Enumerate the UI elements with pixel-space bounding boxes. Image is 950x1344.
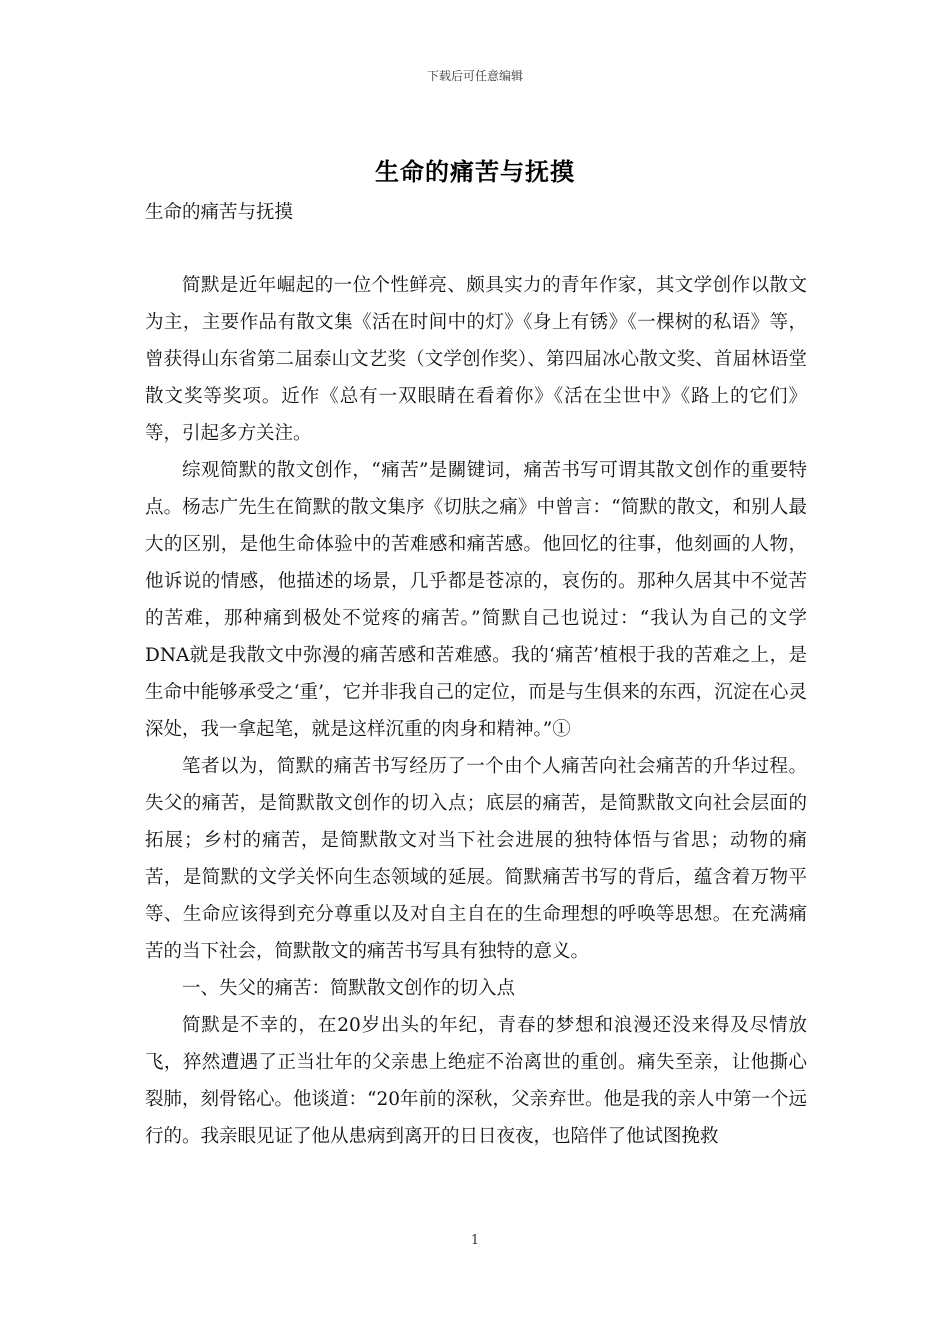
header-note: 下载后可任意编辑 xyxy=(426,69,523,83)
section-heading: 一、失父的痛苦：简默散文创作的切入点 xyxy=(182,978,516,999)
paragraph-overview: 综观简默的散文创作，“痛苦”是關键词，痛苦书写可谓其散文创作的重要特点。杨志广先生在简默的散文集序《切肤之痛》中曾言：“简默的散文，和别人最大的区别，是他生命体验中的苦难感和痛苦感。他回忆的往事，他刻画的人物，他诉说的情感，他描述的场景，几乎都是苍凉的，哀伤的。那种久居其中不觉苦的苦难，那种痛到极处不觉疼的痛苦。”简默自己也说过：“我认为自己的文学DNA就是我散文中弥漫的痛苦感和苦难感。我的‘痛苦’植根于我的苦难之上，是生命中能够承受之‘重’，它并非我自己的定位，而是与生俱来的东西，沉淀在心灵深处，我一拿起笔，就是这样沉重的肉身和精神。”① xyxy=(145,460,807,740)
paragraph-intro: 简默是近年崛起的一位个性鲜亮、颇具实力的青年作家，其文学创作以散文为主，主要作品有散文集《活在时间中的灯》《身上有锈》《一棵树的私语》等，曾获得山东省第二届泰山文艺奖（文学创作奖）、第四届冰心散文奖、首届林语堂散文奖等奖项。近作《总有一双眼睛在看着你》《活在尘世中》《路上的它们》等，引起多方关注。 xyxy=(145,275,807,444)
document-title: 生命的痛苦与抚摸 xyxy=(375,157,575,186)
page-number: 1 xyxy=(470,1233,480,1248)
body-text xyxy=(145,267,807,1155)
paragraph-section-one: 简默是不幸的，在20岁出头的年纪，青春的梦想和浪漫还没来得及尽情放飞，猝然遭遇了正当壮年的父亲患上绝症不治离世的重创。痛失至亲，让他撕心裂肺，刻骨铭心。他谈道：“20年前的深秋，父亲弃世。他是我的亲人中第一个远行的。我亲眼见证了他从患病到离开的日日夜夜，也陪伴了他试图挽救 xyxy=(145,1015,808,1147)
paragraph-thesis: 笔者以为，简默的痛苦书写经历了一个由个人痛苦向社会痛苦的升华过程。失父的痛苦，是简默散文创作的切入点；底层的痛苦，是简默散文向社会层面的拓展；乡村的痛苦，是简默散文对当下社会进展的独特体悟与省思；动物的痛苦，是简默的文学关怀向生态领域的延展。简默痛苦书写的背后，蕴含着万物平等、生命应该得到充分尊重以及对自主自在的生命理想的呼唤等思想。在充满痛苦的当下社会，简默散文的痛苦书写具有独特的意义。 xyxy=(145,756,807,962)
document-subtitle: 生命的痛苦与抚摸 xyxy=(145,202,294,223)
